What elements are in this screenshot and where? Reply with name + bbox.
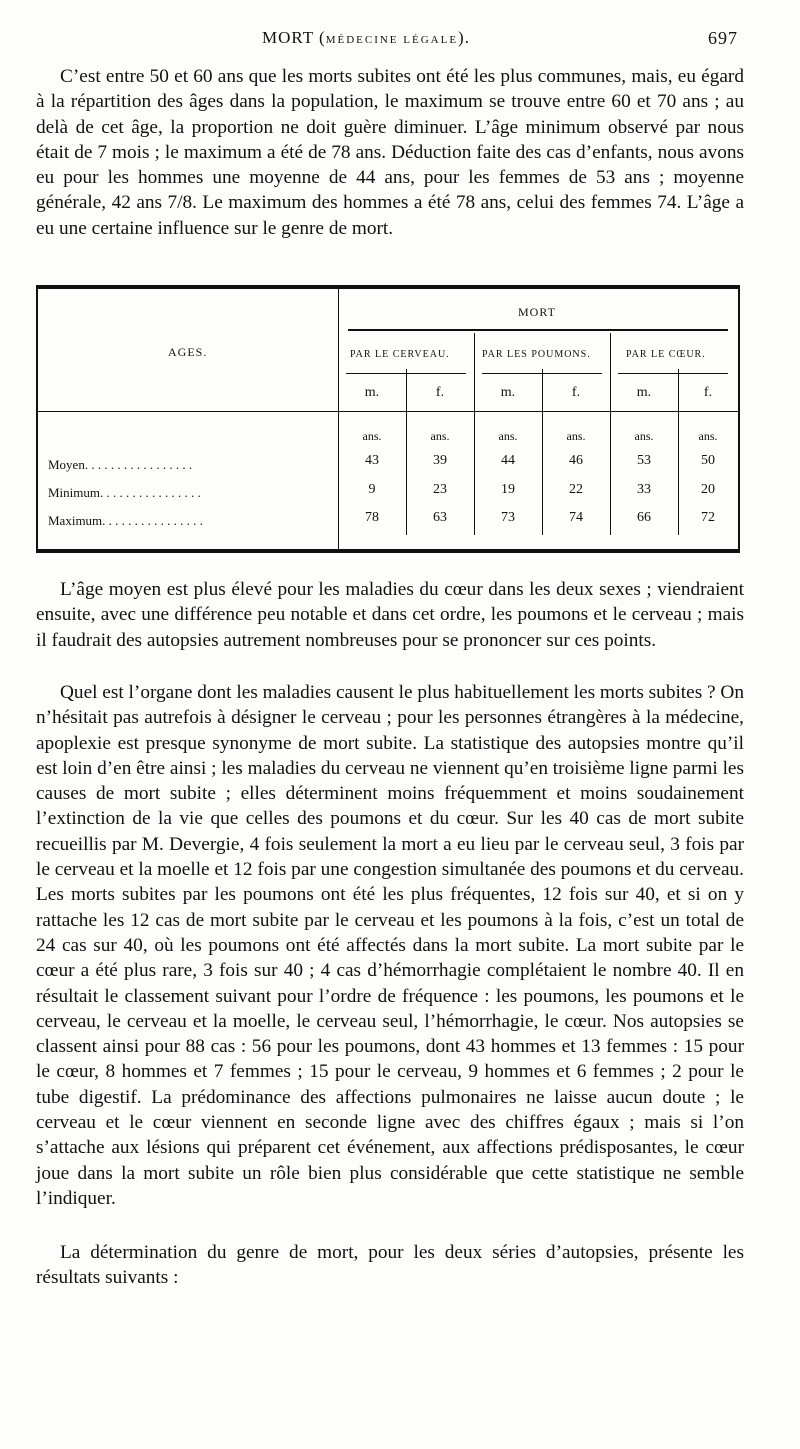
unit-label: ans. xyxy=(698,429,718,443)
table-cell: 23 xyxy=(433,482,447,497)
table-cell: 9 xyxy=(368,482,376,497)
paragraph-age-distribution: C’est entre 50 et 60 ans que les morts subites ont été les plus communes, mais, eu égard à la répartition des âges dans la population, le maximum se trouve entre 60 et 70 ans ; au delà de cet âge, la proportion ne doit guère diminuer. L’âge minimum observé par nous était de 7 mois ; le maximum a été de 78 ans. Déduction faite des cas d’enfants, nous avons eu pour les hommes une moyenne de 44 ans, pour les femmes de 53 ans ; moyenne générale, 42 ans 7/8. Le maximum des hommes a été 78 ans, celui des femmes 74. L’âge a eu une certaine influence sur le genre de mort. xyxy=(36,66,744,239)
table-rule xyxy=(610,333,611,535)
unit-label: ans. xyxy=(498,429,518,443)
table-rule xyxy=(406,369,407,535)
age-mort-table xyxy=(36,285,740,553)
page-number: 697 xyxy=(708,28,738,48)
col-header-poumons: PAR LES POUMONS. xyxy=(482,349,591,360)
table-cell: 63 xyxy=(433,510,447,525)
unit-label: ans. xyxy=(634,429,654,443)
row-label-maximum: Maximum. . . . . . . . . . . . . . . . xyxy=(48,513,203,528)
sub-header: f. xyxy=(703,385,713,400)
table-rule xyxy=(338,289,339,549)
table-rule xyxy=(482,373,602,374)
table-cell: 46 xyxy=(569,453,583,468)
sub-header: m. xyxy=(636,385,652,400)
sub-header: m. xyxy=(364,385,380,400)
unit-label: ans. xyxy=(430,429,450,443)
table-rule xyxy=(38,411,738,412)
paragraph-organ-causes: Quel est l’organe dont les maladies causent le plus habituellement les morts subites ? On n’hésitait pas autrefois à désigner le cerveau ; pour les personnes étrangères à la médecine, apoplexie est presque synonyme de mort subite. La statistique des autopsies montre qu’il est loin d’en être ainsi ; les maladies du cerveau ne viennent qu’en troisième ligne parmi les causes de mort subite ; elles déterminent moins fréquemment et moins soudainement l’extinction de la vie que celles des poumons et du cœur. Sur les 40 cas de mort subite recueillis par M. Devergie, 4 fois seulement la mort a eu lieu par le cerveau seul, 3 fois par le cerveau et la moelle et 12 fois par une congestion simultanée des poumons et du cerveau. Les morts subites par les poumons ont été les plus fréquentes, 12 fois sur 40, et si on y rattache les 12 cas de mort subite par le cerveau et les poumons à la fois, c’est un total de 24 cas sur 40, où les poumons ont été affectés dans la mort subite. La mort subite par le cœur a été plus rare, 3 fois sur 40 ; 4 cas d’hémorrhagie complétaient le nombre 40. Il en résultait le classement suivant pour l’ordre de fréquence : les poumons, les poumons et le cerveau, le cerveau et la moelle, le cerveau seul, l’hémorrhagie, le cœur. Nos autopsies se classent ainsi pour 88 cas : 56 pour les poumons, dont 43 hommes et 13 femmes : 15 pour le cœur, 8 hommes et 7 femmes ; 15 pour le cerveau, 9 hommes et 6 femmes ; 2 pour le tube digestif. La prédominance des affections pulmonaires ne laisse aucun doute ; le cerveau et le cœur viennent en seconde ligne avec des chiffres égaux ; mais si l’on s’attache aux lésions qui préparent cet événement, aux affections prédisposantes, le cœur joue dans la mort subite un rôle bien plus considérable que cette statistique ne semble l’indiquer. xyxy=(36,682,744,1209)
table-rule xyxy=(618,373,728,374)
sub-header: f. xyxy=(571,385,581,400)
table-cell: 19 xyxy=(501,482,515,497)
table-rule xyxy=(346,373,466,374)
page-title: MORT (MÉDECINE LÉGALE). xyxy=(262,28,470,47)
row-label-minimum: Minimum. . . . . . . . . . . . . . . . xyxy=(48,485,201,500)
col-header-coeur: PAR LE CŒUR. xyxy=(626,349,706,360)
table-cell: 43 xyxy=(365,453,379,468)
unit-label: ans. xyxy=(566,429,586,443)
table-cell: 74 xyxy=(569,510,583,525)
table-cell: 44 xyxy=(501,453,515,468)
table-cell: 33 xyxy=(637,482,651,497)
table-cell: 66 xyxy=(637,510,651,525)
table-cell: 78 xyxy=(365,510,379,525)
paragraph-results-intro: La détermination du genre de mort, pour les deux séries d’autopsies, présente les résultats suivants : xyxy=(36,1242,744,1289)
table-cell: 39 xyxy=(433,453,447,468)
group-header: MORT xyxy=(518,305,556,319)
stub-header: AGES. xyxy=(168,345,208,359)
table-cell: 72 xyxy=(701,510,715,525)
sub-header: f. xyxy=(435,385,445,400)
table-cell: 73 xyxy=(501,510,515,525)
row-label-moyen: Moyen. . . . . . . . . . . . . . . . . xyxy=(48,457,193,472)
table-rule xyxy=(348,329,728,331)
table-cell: 22 xyxy=(569,482,583,497)
running-header xyxy=(0,28,800,54)
paragraph-mean-age: L’âge moyen est plus élevé pour les maladies du cœur dans les deux sexes ; viendraient ensuite, avec une différence peu notable et dans cet ordre, les poumons et le cerveau ; mais il faudrait des autopsies autrement nombreuses pour se prononcer sur ces points. xyxy=(36,579,744,651)
table-rule xyxy=(542,369,543,535)
table-cell: 20 xyxy=(701,482,715,497)
table-rule xyxy=(474,333,475,535)
sub-header: m. xyxy=(500,385,516,400)
unit-label: ans. xyxy=(362,429,382,443)
table-cell: 53 xyxy=(637,453,651,468)
col-header-cerveau: PAR LE CERVEAU. xyxy=(350,349,450,360)
table-cell: 50 xyxy=(701,453,715,468)
